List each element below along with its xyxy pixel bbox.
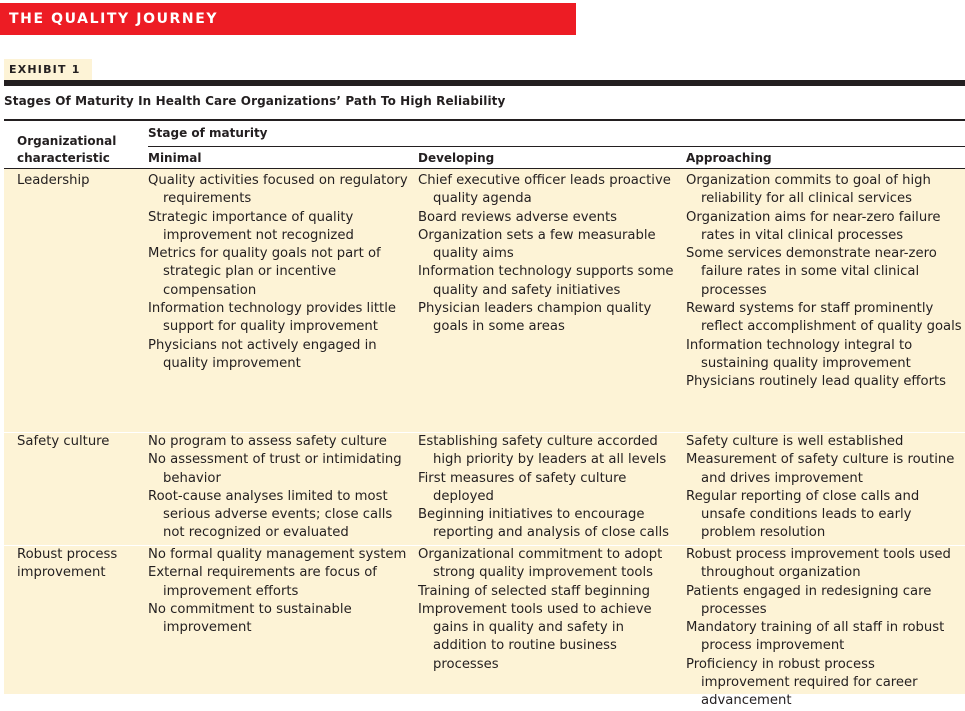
list-item: Information technology provides little support for quality improvement bbox=[148, 301, 396, 335]
list-item: No assessment of trust or intimidating behavior bbox=[148, 452, 402, 486]
safety-minimal-cell bbox=[148, 433, 410, 543]
list-item: First measures of safety culture deployed bbox=[418, 470, 627, 504]
list-item: Mandatory training of all staff in robust process improvement bbox=[686, 620, 945, 654]
list-item: Proficiency in robust process improvement required for career advancement bbox=[686, 656, 918, 709]
list-item: Organization sets a few measurable quality aims bbox=[418, 227, 656, 262]
leadership-developing-cell bbox=[418, 172, 680, 337]
list-item: No program to assess safety culture bbox=[148, 434, 387, 449]
characteristic-header bbox=[17, 133, 116, 167]
list-item: Physicians routinely lead quality efforts bbox=[686, 374, 947, 390]
characteristic-header-line: characteristic bbox=[17, 151, 110, 165]
list-item: Organizational commitment to adopt strong quality improvement tools bbox=[418, 547, 663, 581]
stage-minimal-header: Minimal bbox=[148, 151, 202, 165]
list-item: Quality activities focused on regulatory requirements bbox=[148, 173, 408, 207]
list-item: Safety culture is well established bbox=[686, 434, 904, 449]
safety-approaching-cell bbox=[686, 433, 964, 543]
leadership-minimal-cell bbox=[148, 172, 410, 373]
list-item: Physician leaders champion quality goals in some areas bbox=[418, 301, 652, 335]
list-item: Metrics for quality goals not part of strategic plan or incentive compensation bbox=[148, 246, 381, 298]
list-item: Some services demonstrate near-zero failure rates in some vital clinical processes bbox=[686, 246, 937, 298]
list-item: Information technology integral to sustaining quality improvement bbox=[686, 337, 913, 371]
list-item: Training of selected staff beginning bbox=[418, 583, 651, 599]
row-label-robust-process-improvement bbox=[17, 546, 132, 583]
characteristic-header-line: Organizational bbox=[17, 134, 117, 148]
rpi-approaching-cell bbox=[686, 546, 964, 711]
stage-header: Stage of maturity bbox=[148, 126, 268, 140]
exhibit-title: Stages Of Maturity In Health Care Organizations’ Path To High Reliability bbox=[4, 94, 506, 108]
list-item: Board reviews adverse events bbox=[418, 209, 618, 225]
exhibit-label: EXHIBIT 1 bbox=[4, 59, 92, 81]
list-item: Beginning initiatives to encourage reporting and analysis of close calls bbox=[418, 507, 670, 541]
exhibit-top-rule bbox=[4, 80, 965, 86]
list-item: Robust process improvement tools used throughout organization bbox=[686, 547, 951, 581]
list-item: Measurement of safety culture is routine and drives improvement bbox=[686, 452, 955, 486]
stage-header-rule bbox=[148, 146, 965, 147]
table-top-rule bbox=[4, 119, 965, 121]
list-item: Information technology supports some quality and safety initiatives bbox=[418, 264, 674, 298]
safety-developing-cell bbox=[418, 433, 680, 543]
row-label-safety-culture: Safety culture bbox=[17, 434, 110, 449]
stage-developing-header: Developing bbox=[418, 151, 495, 165]
list-item: Root-cause analyses limited to most serious adverse events; close calls not recognized or evaluated bbox=[148, 488, 393, 541]
list-item: Reward systems for staff prominently reflect accomplishment of quality goals bbox=[686, 301, 962, 335]
list-item: Chief executive officer leads proactive quality agenda bbox=[418, 173, 671, 207]
leadership-approaching-cell bbox=[686, 172, 964, 392]
list-item: No commitment to sustainable improvement bbox=[148, 601, 352, 636]
list-item: Establishing safety culture accorded high priority by leaders at all levels bbox=[418, 434, 667, 468]
list-item: External requirements are focus of improvement efforts bbox=[148, 565, 377, 599]
list-item: Improvement tools used to achieve gains in quality and safety in addition to routine business processes bbox=[418, 601, 652, 672]
list-item: Regular reporting of close calls and unsafe conditions leads to early problem resolution bbox=[686, 488, 920, 541]
rpi-developing-cell bbox=[418, 546, 680, 674]
list-item: Strategic importance of quality improvement not recognized bbox=[148, 209, 354, 243]
list-item: Organization aims for near-zero failure rates in vital clinical processes bbox=[686, 209, 941, 243]
list-item: Organization commits to goal of high reliability for all clinical services bbox=[686, 173, 931, 207]
section-banner: THE QUALITY JOURNEY bbox=[0, 3, 576, 35]
rpi-minimal-cell bbox=[148, 546, 410, 637]
list-item: No formal quality management system bbox=[148, 547, 407, 562]
list-item: Physicians not actively engaged in quality improvement bbox=[148, 337, 377, 371]
row-label-leadership: Leadership bbox=[17, 173, 90, 188]
row-label-text: Robust process improvement bbox=[17, 547, 118, 581]
stage-approaching-header: Approaching bbox=[686, 151, 772, 165]
list-item: Patients engaged in redesigning care processes bbox=[686, 583, 932, 617]
